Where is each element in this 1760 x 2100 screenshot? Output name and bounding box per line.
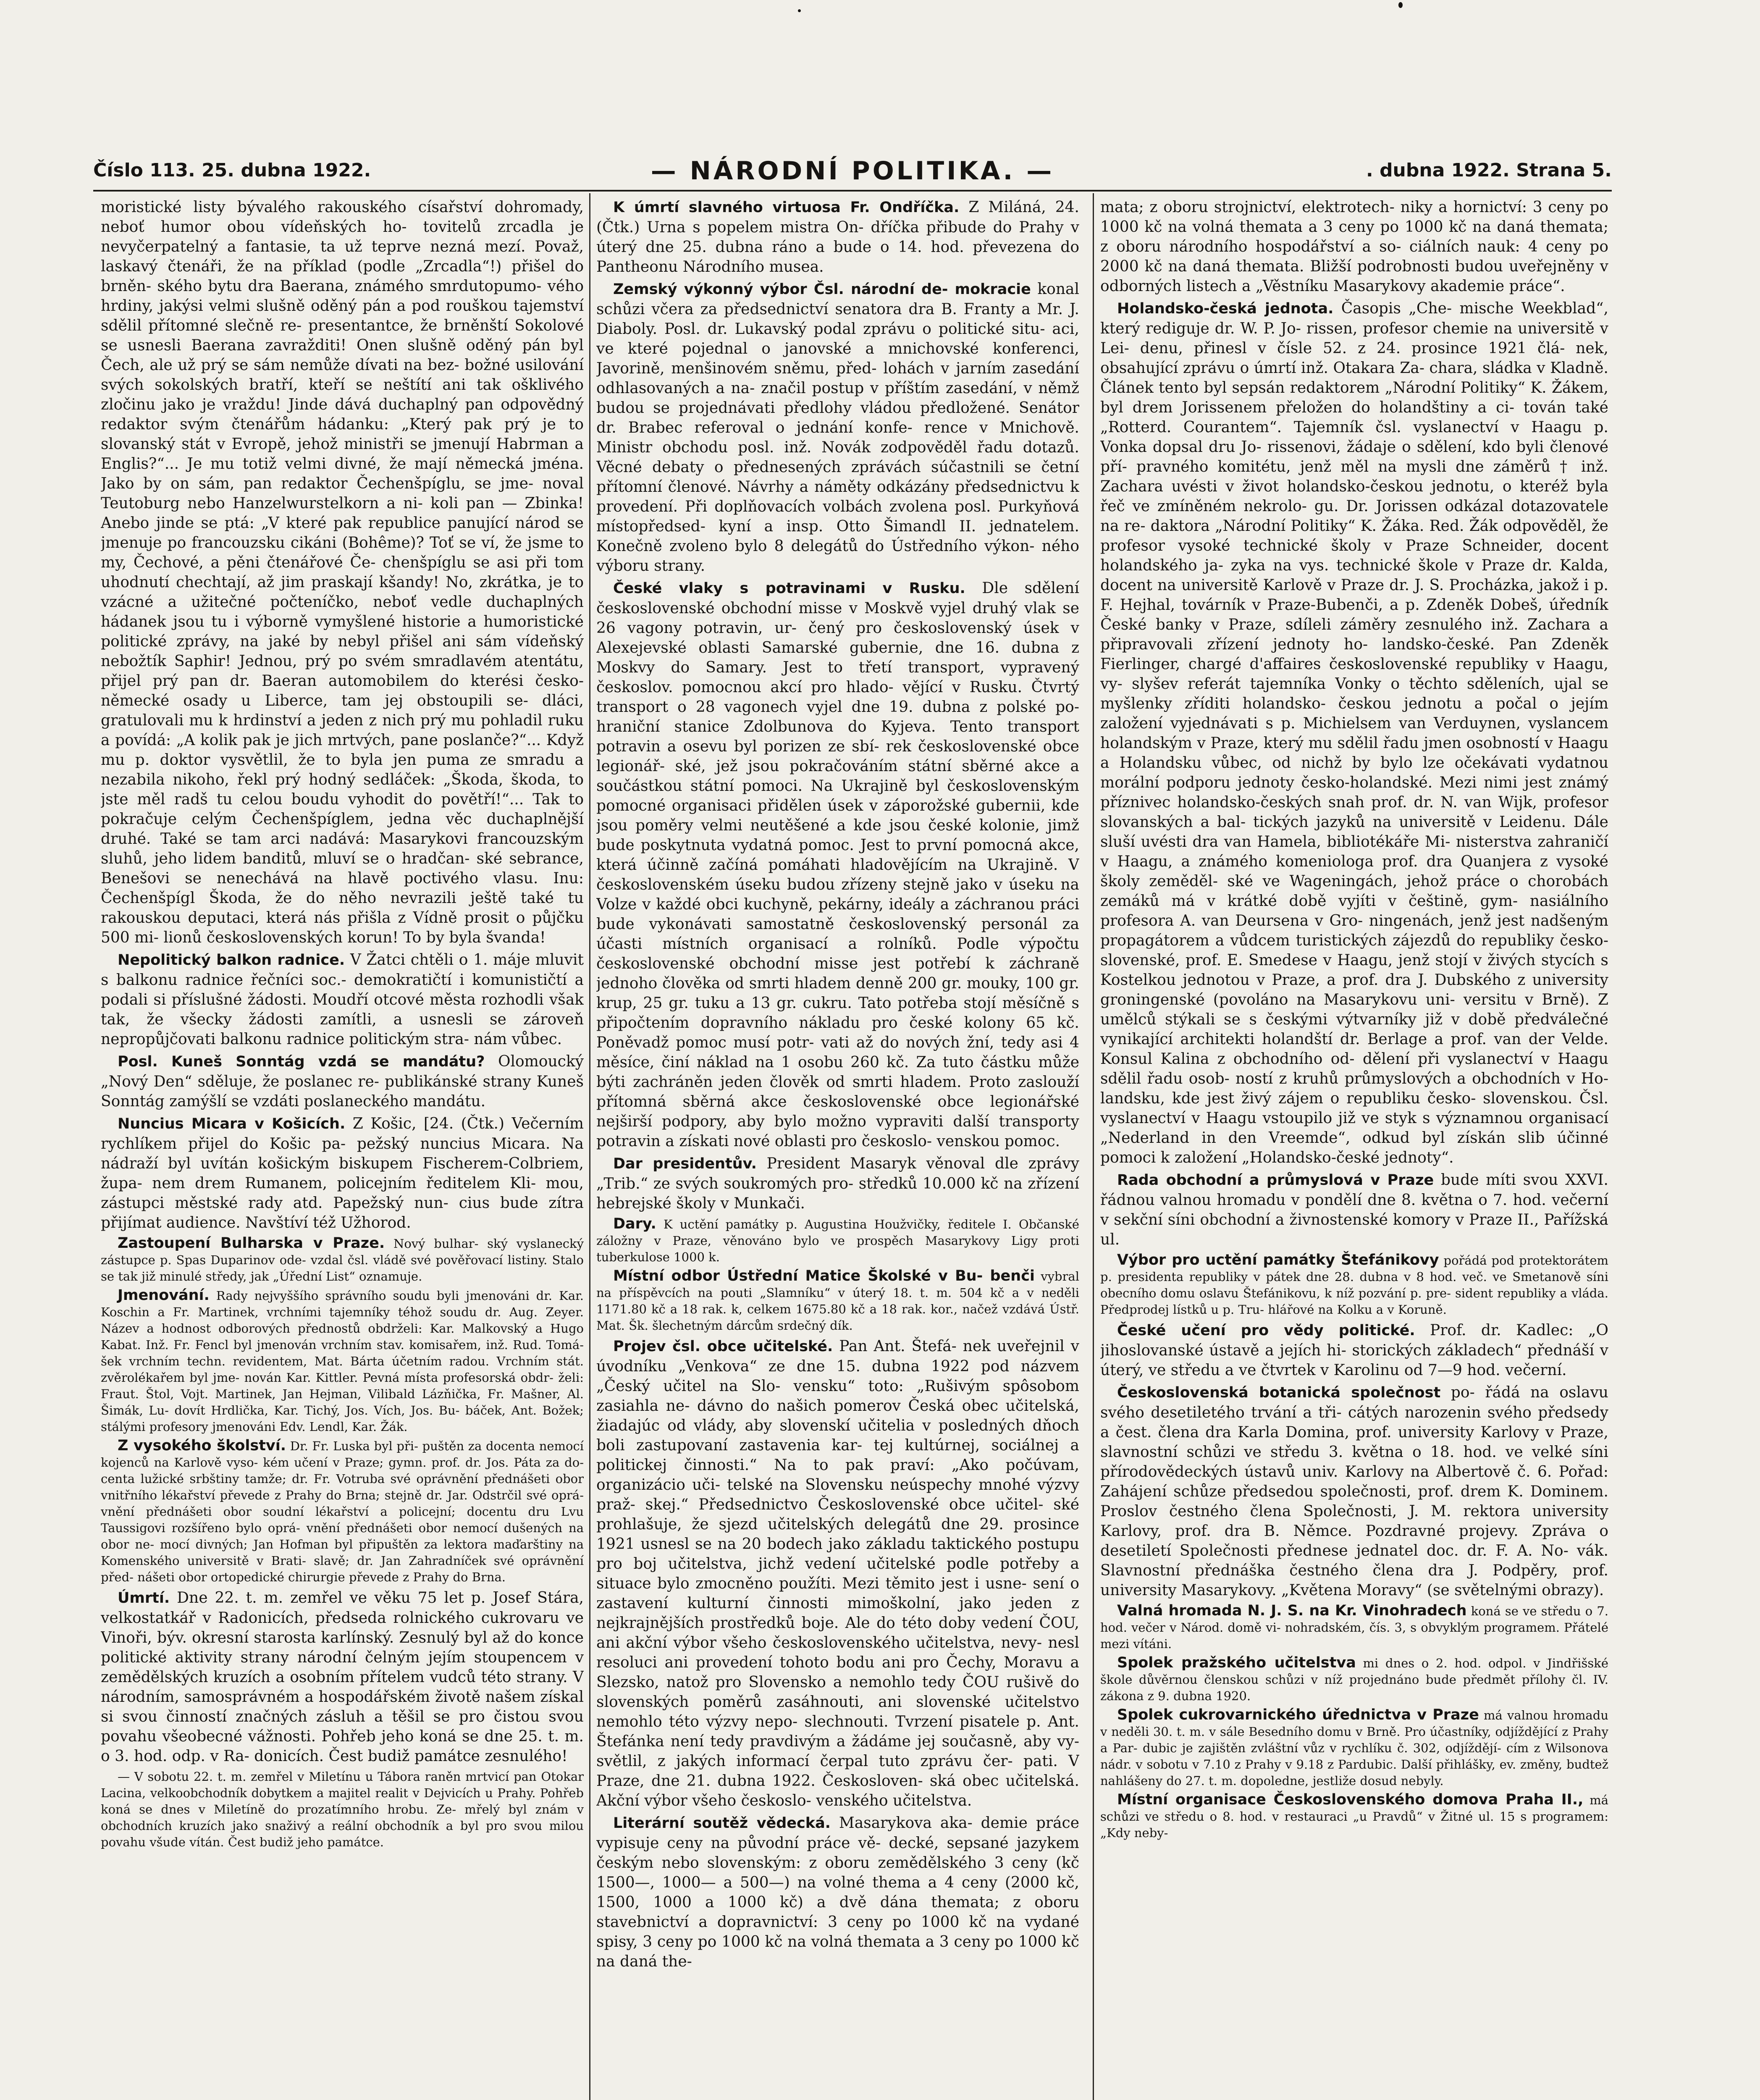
article-body: President Masaryk věnoval dle zprávy „Trib.“ ze svých soukromých pro- středků 10.000 kč na zřízení hebrejské školy v Munkači. [596,1155,1079,1212]
article-body: Dr. Fr. Luska byl při- puštěn za docenta nemocí kojenců na Karlově vyso- kém učení v Praze; gymn. prof. dr. Jos. Páta za do- centa lužické srbštiny tamže; dr. Fr. Votruba své oprávnění přednášeti obor vnitřního lékařství převede z Prahy do Brna; stejně dr. Jar. Odstrčil své oprá- vnění přednášeti obor soudní lékařství a policejní; docentu dru Lvu Taussigovi rozšířeno bylo oprá- vnění přednášeti obor nemocí dušených na obor ne- mocí divných; Jan Hofman byl připuštěn za lektora maďarštiny na Komenského universitě v Brati- slavě; dr. Jan Zahradníček své oprávnění před- nášeti obor ortopedické chirurgie převede z Prahy do Brna. [101,1439,584,1584]
article-body: Časopis „Che- mische Weekblad“, který rediguje dr. W. P. Jo- rissen, profesor chemie na universitě v Lei- denu, přinesl v čísle 52. z 24. prosince 1921 člá- nek, obsahující zprávu o úmrtí inž. Otakara Za- chara, sládka v Kladně. Článek tento byl sepsán redaktorem „Národní Politiky“ K. Žákem, byl drem Jorissenem přeložen do holandštiny a ci- tován také „Rotterd. Courantem“. Tajemník čsl. vyslanectví v Haagu p. Vonka dopsal dru Jo- rissenovi, žádaje o sdělení, kdo byli členové pří- pravného komitétu, jenž měl na mysli dne záměrů † inž. Zachara uvésti v život holandsko-českou jednotu, o kteréž byla řeč ve zmíněném nekrolo- gu. Dr. Jorissen odkázal dotazovatele na re- daktora „Národní Politiky“ K. Žáka. Red. Žák odpověděl, že profesor vysoké technické školy v Praze Schneider, docent holandského ja- zyka na vys. technické škole v Praze dr. Kalda, docent na universitě Karlově v Praze dr. J. S. Procházka, jakož i p. F. Hejhal, továrník v Praze-Bubenči, a p. Zdeněk Dobeš, úředník České banky v Praze, sdíleli záměry zesnulého inž. Zachara a připravovali zřízení jednoty ho- landsko-české. Pan Zdeněk Fierlinger, chargé d'affaires československé republiky v Haagu, vy- slyšev referát tajemníka Vonky o těchto sděleních, ujal se myšlenky zříditi holandsko- českou jednotu a počal o jejím založení vyjednávati s p. Michielsem van Verduynen, vyslancem holandským v Praze, který mu sdělil řadu jmen osobností v Haagu a Holandsku vůbec, od nichž by bylo lze očekávati vydatnou morální podporu jednoty česko-holandské. Mezi nimi jest známý příznivec holandsko-českých snah prof. dr. N. van Wijk, profesor slovanských a bal- tických jazyků na universitě v Leidenu. Dále sluší uvésti dra van Hamela, bibliotékáře Mi- nisterstva zahraničí v Haagu, a známého komeniologa prof. dra Quanjera z vysoké školy zeměděl- ské ve Wageningách, jehož práce o chorobách zemáků má v krátké době vyjíti v češtině, gym- nasiálního profesora A. van Deursena v Gro- ningenách, jenž jest nadšeným propagátorem a vůdcem turistických zájezdů do republiky česko- slovenské, prof. E. Smedese v Haagu, jenž stojí v živých stycích s Kostelkou jednotou v Praze, a prof. dra J. Dubského z university groningenské (povoláno na Masarykovu uni- versitu v Brně). Z umělců stýkali se s českými výtvarníky již v době předválečné vynikající architekti holandští dr. Berlage a prof. van der Velde. Konsul Kalina z obchodního od- dělení při vyslanectví v Haagu sdělil řadu osob- ností z kruhů průmyslových a obchodních v Ho- landsku, kde jest živý zájem o republiku česko- slovenskou. Čsl. vyslanectví v Haagu vstoupilo již ve styk s významnou organisací „Nederland in den Vreemde“, odkud byl získán slib účinné pomoci k založení „Holandsko-české jednoty“. [1100,300,1608,1166]
article-title: Místní odbor Ústřední Matice Školské v Bu- benči [613,1268,1035,1284]
column-3 [1100,197,1608,2100]
article [1100,1170,1608,1250]
article-title: Úmrtí. [118,1590,170,1606]
article [1100,1707,1608,1789]
article-title: Spolek cukrovarnického úřednictva v Praze [1117,1706,1479,1723]
article [1100,1320,1608,1380]
article-title: Literární soutěž vědecká. [613,1815,831,1832]
article-title: Posl. Kuneš Sonntág vzdá se mandátu? [118,1053,485,1070]
column-divider [1093,193,1094,2100]
article [101,1052,584,1111]
article-title: Nepolitický balkon radnice. [118,952,345,969]
article [1100,1655,1608,1704]
article-title: Jmenování. [118,1287,210,1304]
article-body: Dne 22. t. m. zemřel ve věku 75 let p. Josef Stára, velkostatkář v Radonicích, předseda rolnického cukrovaru ve Vinoři, býv. okresní starosta karlínský. Zesnulý byl až do konce politické aktivity strany národní čelným jejím stoupencem v zemědělských kruzích a osobním přítelem vudců této strany. V národním, samosprávném a hospodářském životě našem získal si svou činností značných zásluh a těšil se pro čistou svou povahu všeobecné vážnosti. Pohřeb jeho koná se dne 25. t. m. o 3. hod. odp. v Ra- donicích. Čest budiž památce zesnulého! [101,1589,584,1765]
article-title: Valná hromada N. J. S. na Kr. Vinohradech [1117,1602,1467,1619]
print-speck [1398,2,1403,8]
article-title: Československá botanická společnost [1117,1384,1441,1401]
article-title: Výbor pro uctění památky Štefánikovy [1117,1252,1439,1268]
article-title: České vlaky s potravinami v Rusku. [613,580,965,597]
article [101,1114,584,1233]
article [596,1813,1079,1971]
article-body: Dle sdělení československé obchodní misse v Moskvě vyjel druhý vlak se 26 vagony potravin, ur- čený pro československý úsek v Alexejevské oblasti Samarské gubernie, dne 16. dubna z Moskvy do Samary. Jest to třetí transport, vypravený českoslov. pomocnou akcí pro hlado- vějící v Rusku. Čtvrtý transport o 28 vagonech vyjel dne 19. dubna z polské po- hraniční stanice Zdolbunova do Kyjeva. Tento transport potravin a osevu byl porizen ze sbí- rek československé obce legionář- ské, jež jsou pokračováním státní sběrné akce a součástkou státní pomoci. Na Ukrajině byl československým pomocné organisaci přidělen úsek v záporožské gubernii, kde jsou poměry velmi neutěšené a kde jsou české kolonie, jimž bude poskytnuta vydatná pomoc. Jest to první pomocná akce, která účinně začíná pomáhati hladovějícím na Ukrajině. V československém úseku budou zřízeny stejně jako v úseku na Volze v každé obci kuchyně, pekárny, ideály a záchranou práci bude vykonávati samostatně československý personál za účasti místních organisací a rolníků. Podle výpočtu československé obchodní misse jest potřebí k záchraně jednoho člověka od smrti hladem denně 200 gr. mouky, 100 gr. krup, 25 gr. tuku a 13 gr. cukru. Tato potřeba stojí měsíčně s připočtením dopravního nákladu pro české kolony 65 kč. Poněvadž pomoc musí potr- vati až do nových žní, tedy asi 4 měsíce, činí náklad na 1 osobu 260 kč. Za tuto částku může býti zachráněn jeden člověk od smrti hladem. Proto zaslouží přítomná sběrná akce československé obce legionářské nejširší podpory, aby bylo možno vypraviti další transporty potravin a získati nové oblasti pro českoslo- venskou pomoc. [596,580,1079,1150]
article [596,1336,1079,1811]
article [101,1287,584,1435]
article [1100,1792,1608,1841]
article-title: Spolek pražského učitelstva [1117,1654,1356,1671]
article-body: bude míti svou XXVI. řádnou valnou hromadu v pondělí dne 8. května o 7. hod. večerní v sekční síni obchodní a živnostenské komory v Praze II., Pařížská ul. [1100,1171,1608,1248]
article: — V sobotu 22. t. m. zemřel v Miletínu u Tábora raněn mrtvicí pan Otokar Lacina, velkoobchodník dobytkem a majitel realit v Dejvicích u Prahy. Pohřeb koná se dnes v Miletíně do prozatímního hrobu. Ze- mřelý byl znám v obchodních kruzích jako snaživý a reální obchodník a byl pro svou milou povahu všude vítán. Čest budiž jeho památce. [101,1769,584,1849]
article [101,1588,584,1766]
article [596,279,1079,576]
header-rule [93,190,1612,192]
article-body: po- řádá na oslavu svého desetiletého trvání a tři- cátých narozenin svého předsedy a čest. člena dra Karla Domina, prof. university Karlovy v Praze, slavnostní schůzi ve středu 3. května o 18. hod. ve velké síni přírodovědeckých ústavů univ. Karlovy na Albertově č. 6. Pořad: Zahájení schůze předsedou společnosti, prof. drem K. Dominem. Proslov čestného člena Společnosti, J. M. rektora university Karlovy, prof. dra B. Němce. Pozdravné projevy. Zpráva o desetiletí Společnosti přednese jednatel doc. dr. F. A. No- vák. Slavnostní přednáška čestného člena dra J. Podpěry, prof. university Masarykovy. „Květena Moravy“ (se světelnými obrazy). [1100,1384,1608,1599]
article [1100,1383,1608,1600]
article [101,1235,584,1285]
header-page-number: . dubna 1922. Strana 5. [1366,160,1612,181]
article-body: má valnou hromadu v neděli 30. t. m. v sále Besedního domu v Brně. Pro účastníky, odjíždějící z Prahy a Par- dubic je zajištěn zvláštní vůz v rychlíku č. 302, odjíždějí- cím z Wilsonova nádr. v sobotu v 7.10 z Prahy v 9.18 z Pardubic. Další přihlášky, ev. změny, budtež nahlášeny do 27. t. m. dopoledne, jestliže dosud nebyly. [1100,1708,1608,1788]
article-body: pořádá pod protektorátem p. presidenta republiky v pátek dne 28. dubna v 8 hod. več. ve Smetanově síni obecního domu oslavu Štefánikovu, k níž pozvání p. pre- sident republiky a vláda. Předprodej lístků u p. Tru- hlářové na Kolku a v Koruně. [1100,1253,1608,1317]
article-body: K uctění památky p. Augustina Houžvičky, ředitele I. Občanské záložny v Praze, věnováno bylo ve prospěch Masarykovy Ligy proti tuberkulose 1000 k. [596,1217,1079,1264]
article [596,578,1079,1151]
article-continuation: moristické listy bývalého rakouského císařství dohromady, neboť humor obou vídeňských ho- tovitelů zrcadla je nevyčerpatelný a fantasie, ta už teprve nezná mezí. Považ, laskavý čtenáři, že na příklad (podle „Zrcadla“!) přišel do brněn- ského bytu dra Baerana, známého smrdutopumo- vého hrdiny, jakýsi velmi slušně oděný pán a pod rouškou tajemství sdělil přítomné slečně re- presentantce, že brněnští Sokolové se usnesli Baerana zavražditi! Onen slušně oděný pán byl Čech, ale už prý se sám nemůže dívati na bez- božné usilování svých sokolských bratří, kteří se neštítí ani tak ošklivého zločinu jako je vraždu! Jinde dává duchaplný pan odpovědný redaktor svým čtenářům hádanku: „Který pak prý je to slovanský stát v Evropě, jehož ministři se jmenují Habrman a Englis?“... Je mu totiž velmi divné, že mají německá jména. Jako by on sám, pan redaktor Čechenšpíglu, se jme- noval Teutoburg nebo Hanzelwurstelkorn a ni- koli pan — Zbinka! Anebo jinde se ptá: „V které pak republice panující národ se jmenuje po francouzsku cikáni (Bohême)? Toť se ví, že jsme to my, Čechové, a pěni čtenářové Če- chenšpíglu se asi při tom uhodnutí chechtají, až jim praskají kšandy! No, zkrátka, je to vzácné a užitečné počteníčko, neboť vedle duchaplných hádanek jsou tu i výborně vymyšlené historie a humoristické politické zprávy, na jaké by nebyl přišel ani sám vídeňský nebožtík Saphir! Jednou, prý po svém smradlavém atentátu, přijel prý pan dr. Baeran automobilem do kterési česko- německé osady u Liberce, tam jej obstoupili se- dláci, gratulovali mu k hrdinství a jeden z nich prý mu pohladil ruku a povídá: „A kolik pak je jich mrtvých, pane poslanče?“... Když mu p. doktor vysvětlil, že to byla jen puma ze smradu a nezabila nikoho, řekl prý hodný sedláček: „Škoda, škoda, to jste měl radš tu celou boudu vyhodit do povětří!“... Tak to pokračuje celým Čechenšpíglem, jedna věc duchaplnější druhé. Také se tam arci nadává: Masarykovi francouzským sluhů, jeho lidem banditů, mluví se o hradčan- ské sebrance, Benešovi se nenechává na hlavě poctivého vlasu. Inu: Čechenšpígl Škoda, že do něho nevrazili ještě také tu rakouskou deputaci, která nás přišla z Vídně prosit o půjčku 500 mi- lionů československých korun! To by byla švanda! [101,199,584,946]
article-title: Holandsko-česká jednota. [1117,300,1334,317]
article-body: Z Miláná, 24. (Čtk.) Urna s popelem mistra On- dříčka přibude do Prahy v úterý dne 25. dubna ráno a bude o 14. hod. převezena do Pantheonu Národního musea. [596,199,1079,276]
article-title: Projev čsl. obce učitelské. [613,1338,833,1355]
article [596,1154,1079,1213]
article-title: Dary. [613,1215,656,1232]
article-body: Rady nejvyššího správního soudu byli jmenováni dr. Kar. Koschin a Fr. Martinek, vrchními tajemníky téhož soudu dr. Aug. Zeyer. Název a hodnost odborových přednostů obdrželi: Kar. Malkovský a Hugo Kabat. Inž. Fr. Fencl byl jmenován vrchním stav. komisařem, inž. Rud. Tomá- šek vrchním techn. revidentem, Mat. Bárta účetním radou. Vrchním stát. zvěrolékařem byl jme- nován Kar. Kittler. Pevná místa profesorská obdr- želi: Fraut. Štol, Vojt. Martinek, Jan Hejman, Vilibald Lázňička, Fr. Mašner, Al. Šimák, Lu- dovít Hrdlička, Kar. Tichý, Jos. Vích, Jos. Bu- báček, Ant. Božek; stálými profesory jmenováni Edv. Lendl, Kar. Žák. [101,1289,584,1434]
article-title: Zastoupení Bulharska v Praze. [118,1235,385,1252]
article-title: Dar presidentův. [613,1155,757,1172]
article-body: konal schůzi včera za předsednictví senatora dra B. Franty a Mr. J. Diaboly. Posl. dr. Lukavský podal zprávu o politické situ- aci, ve které pojednal o janovské a mnichovské konferenci, Javorině, menšinovém sněmu, před- lohách v jarním zasedání odhlasovaných a na- značil postup v příštím zasedání, v němž budou se projednávati předlohy vládou předložené. Senátor dr. Brabec referoval o jednání konfe- rence v Mnichově. Ministr obchodu posl. inž. Novák zodpověděl řadu dotazů. Věcné debaty o přednesených zprávách súčastnili se četní přítomní členové. Návrhy a náměty odkázány předsednictvu k provedení. Při doplňovacích volbách zvolena posl. Purkyňová místopředsed- kyní a insp. Otto Šimandl II. jednatelem. Konečně zvoleno bylo 8 delegátů do Ústředního výkon- ného výboru strany. [596,281,1079,575]
article-title: České učení pro vědy politické. [1117,1322,1415,1339]
article-body: mi dnes o 2. hod. odpol. v Jindřišské škole důvěrnou členskou schůzi v níž projednáno bude předmět přílohy čl. IV. zákona z 9. dubna 1920. [1100,1656,1608,1703]
article-title: Zemský výkonný výbor Čsl. národní de- mokracie [613,281,1031,298]
article [596,1216,1079,1265]
article-body: vybral na příspěvcích na pouti „Slamníku“ v úterý 18. t. m. 504 kč a v neděli 1171.80 kč a 18 rak. k, celkem 1675.80 kč a 18 rak. kor., načež vzdává Ústř. Mat. Šk. šlechetným dárcům srdečný dík. [596,1269,1079,1333]
article [101,1438,584,1586]
article [1100,299,1608,1168]
article-body: Z Košic, [24. (Čtk.) Večerním rychlíkem přijel do Košic pa- pežský nuncius Micara. Na nádraží byl uvítán košickým biskupem Fischerem-Colbriem, župa- nem drem Rumanem, policejním ředitelem Kli- mou, zástupci městské rady atd. Papežský nun- cius bude zítra přijímat audience. Navštíví též Užhorod. [101,1115,584,1231]
print-speck [798,9,801,12]
article-title: Z vysokého školství. [118,1437,286,1454]
article-body: Masarykova aka- demie práce vypisuje ceny na původní práce vě- decké, sepsané jazykem českým nebo slovenským: z oboru zemědělského 3 ceny (kč 1500—, 1000— a 500—) na volné thema a 4 ceny (2000 kč, 1500, 1000 a 1000 kč) a dvě dána themata; z oboru stavebnictví a dopravnictví: 3 ceny po 1000 kč na vydané spisy, 3 ceny po 1000 kč na volná themata a 3 ceny po 1000 kč na daná the- [596,1814,1079,1970]
article [1100,1603,1608,1652]
article-body: Olomoucký „Nový Den“ sděluje, že poslanec re- publikánské strany Kuneš Sonntág zamýšlí se vzdáti poslaneckého mandátu. [101,1053,584,1110]
article-body: má schůzi ve středu o 8. hod. v restauraci „u Pravdů“ v Žitné ul. 15 s programem: „Kdy neby- [1100,1793,1608,1840]
article-title: Rada obchodní a průmyslová v Praze [1117,1172,1434,1189]
article [596,197,1079,277]
column-2 [596,197,1079,2100]
masthead-title: — NÁRODNÍ POLITIKA. — [650,156,1054,186]
article-body: Pan Ant. Štefá- nek uveřejnil v úvodníku „Venkova“ ze dne 15. dubna 1922 pod názvem „Český učitel na Slo- vensku“ toto: „Rušivým spôsobom zasiahla ne- dávno do našich pomerov Česká obec učitelská, žiadajúc od vlády, aby slovenskí učitelia v posledných dňoch boli zastupovaní zastavenia kar- tej kultúrnej, sociálnej a politickej činnosti.“ Na to pak praví: „Ako počúvam, organizácio uči- telské na Slovensku neúspechy mnohé výzvy praž- skej.“ Předsednictvo Československé obce učitel- ské prohlašuje, že sjezd učitelských delegátů dne 29. prosince 1921 usnesl se na 20 bodech jako základu taktického postupu pro boj učitelstva, jichž vedení učitelské podle potřeby a situace bylo zmocněno použíti. Mezi těmito jest i usne- sení o zastavení kulturní činnosti mimoškolní, jako jeden z nejkrajnějších prostředků boje. Ale do této doby vedení ČOU, ani akční výbor všeho československého učitelstva, nevy- nesl resoluci ani provedení tohoto bodu ani pro Čechy, Moravu a Slezsko, natož pro Slovensko a nemohlo tedy ČOU rušivě do slovenských poměrů zasáhnouti, ani slovenské učitelstvo nemohlo této výzvy nepo- slechnouti. Tvrzení pisatele p. Ant. Štefánka není tedy pravdivým a žádáme jej současně, aby vy- světlil, z jakých informací čerpal tuto zprávu čer- pati. V Praze, dne 21. dubna 1922. Českosloven- ská obec učitelská. Akční výbor všeho českoslo- venského učitelstva. [596,1338,1079,1809]
article [1100,1252,1608,1318]
article-title: K úmrtí slavného virtuosa Fr. Ondříčka. [613,199,960,216]
article-body: koná se ve středu o 7. hod. večer v Národ. domě vi- nohradském, čís. 3, s obvyklým programem. Přátelé mezi vítáni. [1100,1604,1608,1651]
article [101,950,584,1049]
article-title: Místní organisace Československého domova Praha II., [1117,1791,1584,1808]
column-1 [101,197,584,2100]
header-issue-date: Číslo 113. 25. dubna 1922. [93,160,371,181]
article-continuation: mata; z oboru strojnictví, elektrotech- niky a hornictví: 3 ceny po 1000 kč na volná themata a 3 ceny po 1000 kč na daná themata; z oboru národního hospodářství a so- ciálních nauk: 4 ceny po 2000 kč na daná themata. Bližší podrobnosti budou uveřejněny v odborných listech a „Věstníku Masarykovy akademie práce“. [1100,199,1608,295]
article-body: Prof. dr. Kadlec: „O jihoslovanské ústavě a jejích hi- storických základech“ přednáší v úterý, ve středu a ve čtvrtek v Karolinu od 7—9 hod. večerní. [1100,1322,1608,1379]
article [596,1268,1079,1334]
article-body: Nový bulhar- ský vyslanecký zástupce p. Spas Duparinov ode- vzdal čsl. vládě své pověřovací listiny. Stalo se tak již minulé středy, jak „Úřední List“ oznamuje. [101,1236,584,1284]
column-divider [589,193,590,2100]
page-header [93,156,1612,186]
article-body: V Žatci chtěli o 1. máje mluvit s balkonu radnice řečníci soc.- demokratičtí i komunističtí a podali si příslušné žádosti. Moudří otcové města rozhodli však tak, že všecky žádosti zamítli, a usnesli se zároveň nepropůjčovati balkonu radnice politickým stra- nám vůbec. [101,951,584,1048]
article-title: Nuncius Micara v Košicích. [118,1116,346,1132]
